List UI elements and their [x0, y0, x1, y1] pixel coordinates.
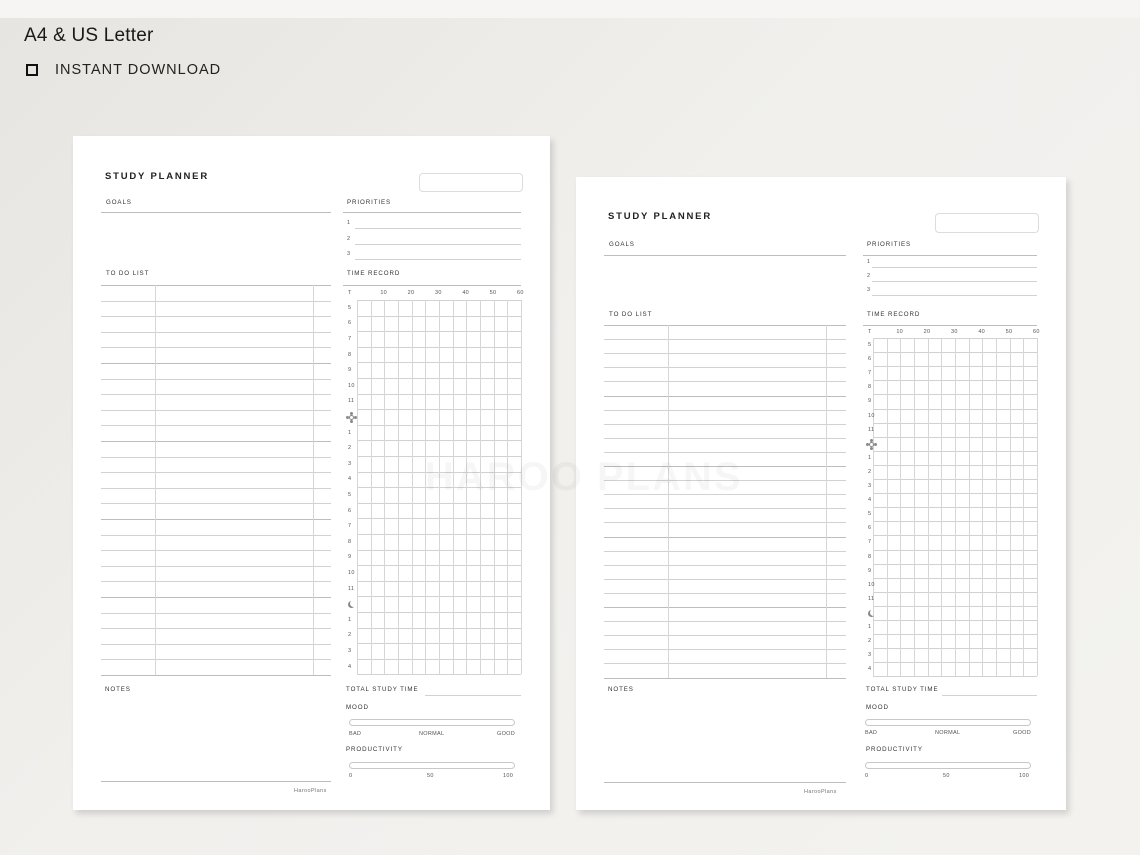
todo-row-line [604, 353, 846, 354]
goals-underline [604, 255, 846, 256]
priority-line [872, 295, 1037, 296]
square-outline-icon [26, 64, 38, 76]
planner-title: STUDY PLANNER [105, 171, 209, 182]
productivity-label: PRODUCTIVITY [866, 746, 923, 753]
mood-bar [865, 719, 1031, 726]
priority-number: 3 [867, 287, 871, 293]
todo-row-line [101, 410, 331, 411]
time-grid-column-line [900, 338, 901, 676]
time-record-label: TIME RECORD [347, 270, 401, 277]
hour-label: 9 [348, 554, 352, 561]
priority-number: 1 [867, 259, 871, 265]
hour-label: 4 [348, 663, 352, 670]
todo-row-line [604, 607, 846, 608]
priority-number: 2 [867, 273, 871, 279]
productivity-bar [865, 762, 1031, 769]
notes-bottom-line [101, 781, 331, 782]
priority-line [872, 281, 1037, 282]
todo-row-line [101, 316, 331, 317]
todo-check-divider [313, 285, 314, 675]
todo-row-line [101, 363, 331, 364]
hour-label: 9 [348, 367, 352, 374]
todo-row-line [101, 441, 331, 442]
productivity-scale-label: 0 [865, 773, 869, 779]
hour-label: 3 [348, 460, 352, 467]
priority-line [355, 228, 521, 229]
time-grid-column-line [1023, 338, 1024, 676]
todo-row-line [101, 301, 331, 302]
hour-label: 5 [868, 511, 872, 518]
hour-label: 8 [868, 384, 872, 391]
hour-label: 11 [868, 595, 875, 602]
todo-row-line [604, 621, 846, 622]
todo-row-line [101, 472, 331, 473]
hour-label: 11 [868, 426, 875, 433]
todo-row-line [604, 410, 846, 411]
todo-row-line [101, 659, 331, 660]
todo-row-line [101, 675, 331, 676]
todo-row-line [101, 597, 331, 598]
total-study-time-label: TOTAL STUDY TIME [346, 686, 419, 693]
hour-label: 2 [348, 445, 352, 452]
hour-label: 1 [868, 624, 872, 631]
hour-label: 2 [868, 638, 872, 645]
time-grid-column-line [955, 338, 956, 676]
todo-row-line [604, 551, 846, 552]
time-record-underline [863, 325, 1037, 326]
hour-label: 5 [868, 342, 872, 349]
top-strip [0, 0, 1140, 18]
mood-scale-label: GOOD [497, 731, 516, 737]
priorities-underline [343, 212, 521, 213]
hour-label: 8 [348, 538, 352, 545]
hour-label: 1 [868, 454, 872, 461]
todo-row-line [101, 394, 331, 395]
todo-row-line [101, 488, 331, 489]
time-grid-column-line [371, 300, 372, 674]
time-header-label: 10 [896, 329, 904, 335]
todo-row-line [604, 367, 846, 368]
todo-row-line [604, 381, 846, 382]
todo-row-line [101, 457, 331, 458]
goals-underline [101, 212, 331, 213]
moon-icon [350, 600, 357, 607]
time-header-label: 30 [435, 290, 442, 296]
instant-download [26, 62, 221, 78]
todo-row-line [604, 396, 846, 397]
hour-label: 1 [348, 429, 352, 436]
hour-label: 10 [868, 412, 875, 419]
header-title: A4 & US Letter [24, 25, 154, 46]
todo-row-line [101, 644, 331, 645]
hour-label: 4 [348, 476, 352, 483]
date-box [935, 213, 1039, 233]
todo-row-line [604, 537, 846, 538]
time-grid-column-line [384, 300, 385, 674]
hour-label: 3 [348, 648, 352, 654]
time-grid-column-line [982, 338, 983, 676]
todo-row-line [604, 438, 846, 439]
mood-bar [349, 719, 515, 726]
total-study-time-line [425, 695, 521, 696]
date-box [419, 173, 523, 192]
todo-row-line [604, 522, 846, 523]
todo-row-line [604, 663, 846, 664]
todo-check-divider [826, 325, 827, 678]
hour-label: 2 [868, 468, 872, 475]
time-grid-column-line [398, 300, 399, 674]
priority-line [872, 267, 1037, 268]
mood-label: MOOD [866, 704, 889, 711]
hour-label: 7 [868, 539, 872, 546]
todo-column-divider [155, 285, 156, 675]
hour-label: 7 [348, 336, 352, 342]
hour-label: 11 [348, 398, 355, 405]
time-grid-row-line [357, 674, 521, 675]
todo-row-line [101, 379, 331, 380]
time-header-label: 60 [1033, 329, 1040, 335]
priority-line [355, 244, 521, 245]
todo-row-line [604, 565, 846, 566]
notes-label: NOTES [608, 686, 634, 693]
time-grid-column-line [873, 338, 874, 676]
hour-label: 6 [348, 507, 352, 514]
hour-label: 8 [348, 351, 352, 358]
hour-label: 9 [868, 567, 872, 574]
time-record-underline [343, 285, 521, 286]
time-record-label: TIME RECORD [867, 311, 921, 318]
time-header-label: 40 [462, 290, 470, 296]
mood-scale-label: NORMAL [419, 731, 445, 737]
time-grid-column-line [412, 300, 413, 674]
notes-bottom-line [604, 782, 846, 783]
time-grid-row-line [873, 676, 1037, 677]
hour-label: 1 [348, 616, 352, 623]
productivity-scale-label: 0 [349, 773, 353, 779]
todo-row-line [101, 425, 331, 426]
goals-label: GOALS [106, 199, 132, 206]
hour-label: 6 [868, 525, 872, 532]
hour-label: 10 [868, 581, 875, 588]
productivity-scale-label: 50 [943, 773, 950, 779]
hour-label: 3 [868, 652, 872, 659]
time-header-label: 50 [1005, 329, 1013, 335]
todo-row-line [604, 649, 846, 650]
time-header-label: T [348, 290, 352, 296]
hour-label: 5 [348, 492, 352, 498]
time-grid-column-line [928, 338, 929, 676]
time-grid-column-line [969, 338, 970, 676]
time-grid-column-line [1037, 338, 1038, 676]
time-header-label: T [868, 329, 872, 335]
todo-row-line [604, 635, 846, 636]
hour-label: 5 [348, 304, 352, 311]
todo-row-line [101, 347, 331, 348]
time-grid-column-line [1010, 338, 1011, 676]
productivity-bar [349, 762, 515, 769]
todo-row-line [101, 519, 331, 520]
todo-row-line [604, 678, 846, 679]
todo-row-line [101, 503, 331, 504]
hour-label: 4 [868, 497, 872, 504]
todo-row-line [101, 566, 331, 567]
todo-row-line [604, 424, 846, 425]
todo-row-line [101, 613, 331, 614]
mood-scale-label: NORMAL [935, 730, 961, 736]
priorities-label: PRIORITIES [347, 199, 392, 206]
hour-label: 3 [868, 483, 872, 490]
hour-label: 4 [868, 666, 872, 673]
time-grid-column-line [996, 338, 997, 676]
todo-row-line [101, 332, 331, 333]
todo-row-line [604, 593, 846, 594]
goals-label: GOALS [609, 241, 635, 248]
hour-label: 2 [348, 632, 352, 639]
sun-icon [869, 442, 874, 447]
hour-label: 9 [868, 398, 872, 405]
productivity-scale-label: 100 [503, 773, 514, 779]
todo-row-line [101, 550, 331, 551]
productivity-label: PRODUCTIVITY [346, 746, 403, 753]
total-study-time-line [942, 695, 1037, 696]
todo-row-line [101, 535, 331, 536]
todo-row-line [604, 452, 846, 453]
time-grid-column-line [941, 338, 942, 676]
todo-row-line [604, 508, 846, 509]
planner-title: STUDY PLANNER [608, 211, 712, 222]
total-study-time-label: TOTAL STUDY TIME [866, 686, 939, 693]
productivity-scale-label: 100 [1019, 773, 1030, 779]
time-header-label: 20 [923, 329, 931, 335]
hour-label: 8 [868, 553, 872, 560]
priority-number: 3 [347, 251, 351, 257]
hour-label: 10 [348, 570, 355, 576]
moon-icon [870, 609, 877, 616]
sun-icon [349, 415, 354, 420]
todo-label: TO DO LIST [106, 270, 150, 277]
mood-scale-label: BAD [349, 731, 362, 737]
mood-scale-label: BAD [865, 730, 878, 736]
time-header-label: 20 [407, 290, 415, 296]
hour-label: 11 [348, 585, 355, 592]
priority-number: 1 [347, 220, 351, 226]
time-header-label: 30 [951, 329, 958, 335]
time-header-label: 50 [489, 290, 497, 296]
hour-label: 7 [348, 523, 352, 530]
todo-underline [101, 285, 331, 286]
watermark [425, 455, 743, 500]
hour-label: 7 [868, 370, 872, 377]
footer-brand: HarooPlans [294, 788, 327, 794]
priorities-underline [863, 255, 1037, 256]
time-header-label: 40 [978, 329, 986, 335]
time-grid-column-line [357, 300, 358, 674]
todo-underline [604, 325, 846, 326]
priority-line [355, 259, 521, 260]
instant-download-label: INSTANT DOWNLOAD [55, 62, 222, 78]
todo-row-line [604, 339, 846, 340]
todo-row-line [604, 579, 846, 580]
todo-column-divider [668, 325, 669, 678]
priority-number: 2 [347, 235, 351, 242]
hour-label: 6 [348, 320, 352, 327]
mood-label: MOOD [346, 704, 369, 711]
mood-scale-label: GOOD [1013, 730, 1032, 736]
time-header-label: 60 [517, 290, 524, 296]
time-grid-column-line [914, 338, 915, 676]
todo-row-line [101, 581, 331, 582]
time-grid-column-line [887, 338, 888, 676]
todo-row-line [101, 628, 331, 629]
hour-label: 6 [868, 356, 872, 363]
footer-brand: HarooPlans [804, 789, 837, 795]
todo-label: TO DO LIST [609, 311, 653, 318]
time-header-label: 10 [380, 290, 388, 296]
productivity-scale-label: 50 [427, 773, 434, 779]
priorities-label: PRIORITIES [867, 241, 912, 248]
notes-label: NOTES [105, 686, 131, 693]
hour-label: 10 [348, 382, 355, 389]
